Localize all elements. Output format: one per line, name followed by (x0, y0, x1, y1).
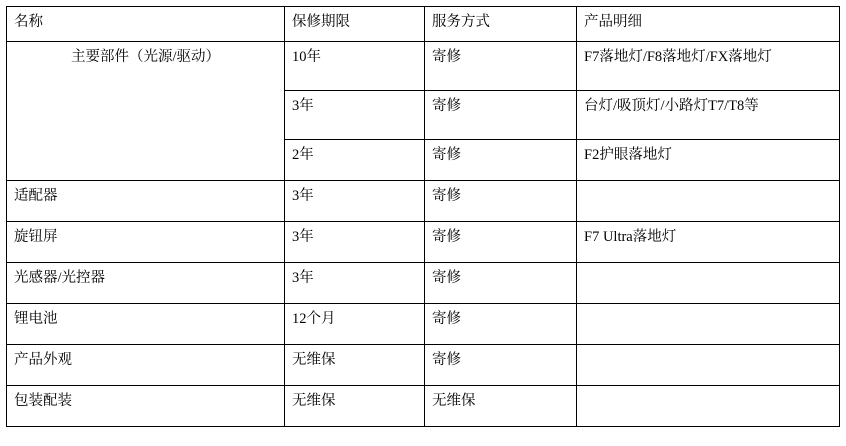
table-row (7, 181, 840, 222)
row-detail: F7落地灯/F8落地灯/FX落地灯 (577, 42, 840, 91)
row-detail (577, 304, 840, 345)
row-period: 无维保 (285, 386, 425, 427)
table-header-row (7, 7, 840, 42)
row-period: 12个月 (285, 304, 425, 345)
table-row (7, 304, 840, 345)
table-row (7, 42, 840, 91)
table-row (7, 345, 840, 386)
row-service: 寄修 (425, 345, 577, 386)
row-name-light-sensor: 光感器/光控器 (7, 263, 285, 304)
row-period: 3年 (285, 263, 425, 304)
column-header-name: 名称 (7, 7, 285, 42)
row-period: 无维保 (285, 345, 425, 386)
row-period: 3年 (285, 91, 425, 140)
row-detail (577, 263, 840, 304)
row-detail: 台灯/吸顶灯/小路灯T7/T8等 (577, 91, 840, 140)
warranty-table (6, 6, 840, 427)
row-period: 3年 (285, 222, 425, 263)
row-name-adapter: 适配器 (7, 181, 285, 222)
table-row (7, 222, 840, 263)
row-period: 10年 (285, 42, 425, 91)
row-detail: F7 Ultra落地灯 (577, 222, 840, 263)
column-header-detail: 产品明细 (577, 7, 840, 42)
row-detail (577, 345, 840, 386)
row-name-packaging: 包装配装 (7, 386, 285, 427)
row-service: 寄修 (425, 304, 577, 345)
row-service: 寄修 (425, 222, 577, 263)
document-page (0, 6, 846, 446)
row-name-lithium-battery: 锂电池 (7, 304, 285, 345)
row-detail: F2护眼落地灯 (577, 140, 840, 181)
column-header-service: 服务方式 (425, 7, 577, 42)
row-name-product-appearance: 产品外观 (7, 345, 285, 386)
table-row (7, 263, 840, 304)
row-name-main-components: 主要部件（光源/驱动） (7, 42, 285, 181)
table-row (7, 386, 840, 427)
row-service: 无维保 (425, 386, 577, 427)
row-detail (577, 181, 840, 222)
row-period: 3年 (285, 181, 425, 222)
row-service: 寄修 (425, 263, 577, 304)
row-service: 寄修 (425, 181, 577, 222)
row-period: 2年 (285, 140, 425, 181)
row-service: 寄修 (425, 42, 577, 91)
column-header-period: 保修期限 (285, 7, 425, 42)
row-name-knob-screen: 旋钮屏 (7, 222, 285, 263)
row-service: 寄修 (425, 91, 577, 140)
row-service: 寄修 (425, 140, 577, 181)
row-detail (577, 386, 840, 427)
